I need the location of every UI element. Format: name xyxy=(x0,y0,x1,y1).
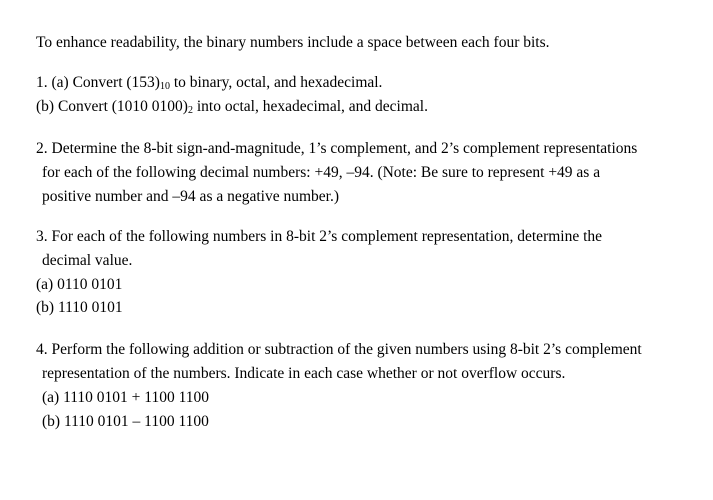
question-1b-base: 2 xyxy=(187,105,193,116)
question-1b xyxy=(36,97,428,117)
question-1b-prefix: (b) Convert (1010 0100) xyxy=(36,98,188,115)
question-3b: (b) 1110 0101 xyxy=(36,299,123,316)
question-4-line-2: representation of the numbers. Indicate in each case whether or not overflow occurs. xyxy=(42,365,566,382)
question-3-line-2: decimal value. xyxy=(42,252,133,269)
question-1a-prefix: 1. (a) Convert (153) xyxy=(36,74,160,91)
question-1b-suffix: into octal, hexadecimal, and decimal. xyxy=(192,98,428,115)
question-1a-base: 10 xyxy=(159,81,170,92)
question-4-line-1: 4. Perform the following addition or subtraction of the given numbers using 8-bit 2’s complement xyxy=(36,341,642,358)
question-1a xyxy=(36,73,382,93)
question-2-line-3: positive number and –94 as a negative number.) xyxy=(42,188,340,205)
question-2-line-1: 2. Determine the 8-bit sign-and-magnitude, 1’s complement, and 2’s complement representations xyxy=(36,140,638,157)
question-4b: (b) 1110 0101 – 1100 1100 xyxy=(42,413,209,430)
question-4a: (a) 1110 0101 + 1100 1100 xyxy=(42,389,210,406)
question-2-line-2: for each of the following decimal numbers: +49, –94. (Note: Be sure to represent +49 as a xyxy=(42,164,601,181)
question-3-line-1: 3. For each of the following numbers in 8-bit 2’s complement representation, determine the xyxy=(36,228,603,245)
question-3a: (a) 0110 0101 xyxy=(36,276,123,293)
question-1a-suffix: to binary, octal, and hexadecimal. xyxy=(169,74,383,91)
intro-text: To enhance readability, the binary numbers include a space between each four bits. xyxy=(36,34,550,51)
